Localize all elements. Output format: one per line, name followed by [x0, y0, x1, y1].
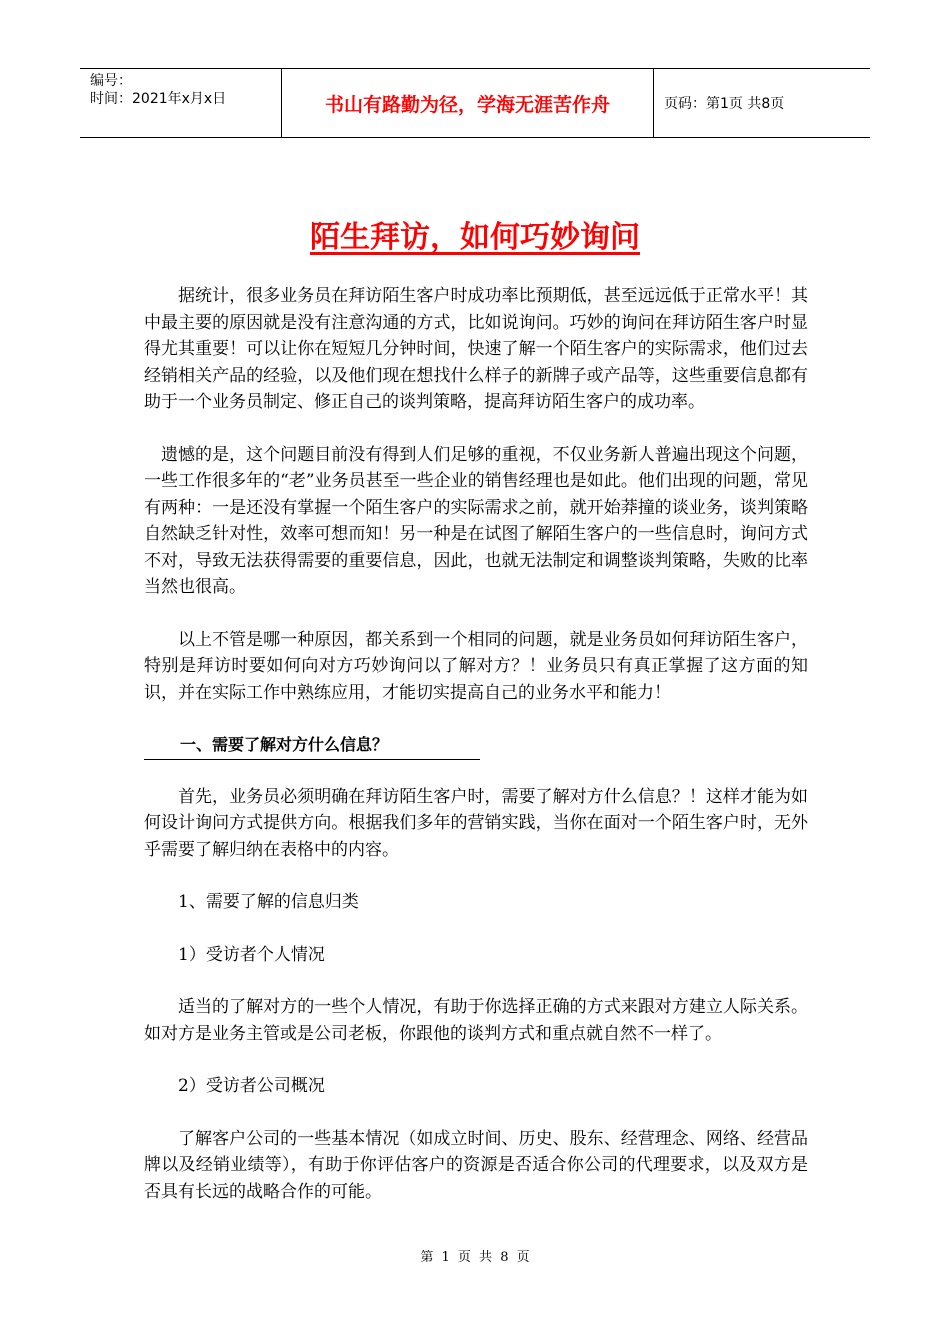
- list-item-personal: 1）受访者个人情况: [178, 944, 325, 965]
- section-heading: 一、需要了解对方什么信息？: [144, 732, 480, 760]
- header-table: [80, 68, 870, 138]
- paragraph-company: 了解客户公司的一些基本情况（如成立时间、历史、股东、经营理念、网络、经营品牌以及经销业绩等），有助于你评估客户的资源是否适合你公司的代理要求，以及双方是否具有长远的战略合作的可能。: [144, 1128, 808, 1202]
- paragraph-summary: 以上不管是哪一种原因，都关系到一个相同的问题，就是业务员如何拜访陌生客户，特别是拜访时要如何向对方巧妙询问以了解对方？！业务员只有真正掌握了这方面的知识，并在实际工作中熟练应用，才能切实提高自己的业务水平和能力！: [144, 629, 808, 703]
- section-heading-wrap: [144, 732, 808, 760]
- paragraph-problem: 遗憾的是，这个问题目前没有得到人们足够的重视，不仅业务新人普遍出现这个问题，一些工作很多年的“老”业务员甚至一些企业的销售经理也是如此。他们出现的问题，常见有两种：一是还没有掌握一个陌生客户的实际需求之前，就开始莽撞的谈业务，谈判策略自然缺乏针对性，效率可想而知！另一种是在试图了解陌生客户的一些信息时，询问方式不对，导致无法获得需要的重要信息，因此，也就无法制定和调整谈判策略，失败的比率当然也很高。: [144, 444, 808, 597]
- paragraph-intro: 据统计，很多业务员在拜访陌生客户时成功率比预期低，甚至远远低于正常水平！其中最主要的原因就是没有注意沟通的方式，比如说询问。巧妙的询问在拜访陌生客户时显得尤其重要！可以让你在短短几分钟时间，快速了解一个陌生客户的实际需求，他们过去经销相关产品的经验，以及他们现在想找什么样子的新牌子或产品等，这些重要信息都有助于一个业务员制定、修正自己的谈判策略，提高拜访陌生客户的成功率。: [144, 286, 808, 412]
- document-body: [144, 283, 808, 1231]
- document-title: 陌生拜访，如何巧妙询问: [310, 220, 640, 255]
- header-meta-cell: [80, 69, 282, 137]
- page-footer: 第 1 页 共 8 页: [420, 1250, 530, 1265]
- header-motto: 书山有路勤为径，学海无涯苦作舟: [282, 69, 654, 137]
- paragraph-personal: 适当的了解对方的一些个人情况，有助于你选择正确的方式来跟对方建立人际关系。如对方是业务主管或是公司老板，你跟他的谈判方式和重点就自然不一样了。: [144, 997, 808, 1044]
- paragraph-first: 首先，业务员必须明确在拜访陌生客户时，需要了解对方什么信息？！这样才能为如何设计询问方式提供方向。根据我们多年的营销实践，当你在面对一个陌生客户时，无外乎需要了解归纳在表格中的内容。: [144, 786, 808, 860]
- document-number-label: 编号：: [90, 73, 132, 89]
- list-item-company: 2）受访者公司概况: [178, 1076, 325, 1096]
- document-title-wrap: [0, 212, 950, 256]
- list-item-info-categories: 1、需要了解的信息归类: [178, 892, 359, 912]
- document-date-label: 时间：2021年x月x日: [90, 91, 227, 107]
- header-page-number: 页码：第1页 共8页: [664, 96, 785, 112]
